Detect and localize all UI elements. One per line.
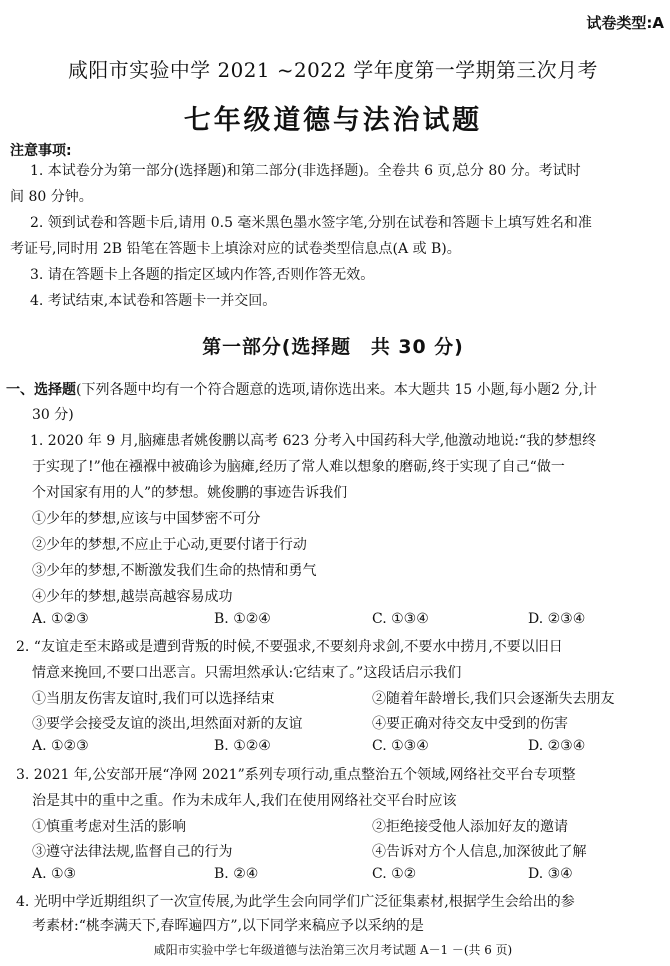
q3-stem-line: 治是其中的重中之重。作为未成年人,我们在使用网络社交平台时应该 — [32, 793, 457, 809]
q3-item: ③遵守法律法规,监督自己的行为 — [32, 844, 233, 860]
q2-item: ②随着年龄增长,我们只会逐渐失去朋友 — [372, 691, 615, 707]
q1-option-a: A. ①②③ — [32, 611, 89, 627]
q1-stem-line: 1. 2020 年 9 月,脑瘫患者姚俊鹏以高考 623 分考入中国药科大学,他激动地说:“我的梦想终 — [30, 433, 597, 449]
q1-stem-line: 于实现了!”他在襁褓中被确诊为脑瘫,经历了常人难以想象的磨砺,终于实现了自己“做一 — [32, 459, 565, 475]
q1-stem-line: 个对国家有用的人”的梦想。姚俊鹏的事迹告诉我们 — [32, 485, 348, 501]
q2-option-a: A. ①②③ — [32, 738, 89, 754]
q1-item: ①少年的梦想,应该与中国梦密不可分 — [32, 511, 261, 527]
q3-option-d: D. ③④ — [528, 866, 573, 882]
q1-item: ③少年的梦想,不断激发我们生命的热情和勇气 — [32, 563, 317, 579]
q1-option-d: D. ②③④ — [528, 611, 586, 627]
q1-item: ②少年的梦想,不应止于心动,更要付诸于行动 — [32, 537, 307, 553]
q4-stem-line: 考素材:“桃李满天下,春晖遍四方”,以下同学来稿应予以采纳的是 — [32, 918, 424, 934]
section-instruction-text: (下列各题中均有一个符合题意的选项,请你选出来。本大题共 15 小题,每小题2 分,计 — [76, 382, 597, 398]
q3-item: ④告诉对方个人信息,加深彼此了解 — [372, 844, 587, 860]
q2-stem-line: 2. “友谊走至末路或是遭到背叛的时候,不要强求,不要刻舟求剑,不要水中捞月,不要以旧日 — [16, 639, 563, 655]
notes-heading: 注意事项: — [10, 143, 72, 159]
q2-item: ①当朋友伤害友谊时,我们可以选择结束 — [32, 691, 275, 707]
exam-header: 咸阳市实验中学 2021 ~2022 学年度第一学期第三次月考 — [68, 58, 598, 82]
q3-item: ②拒绝接受他人添加好友的邀请 — [372, 819, 568, 835]
q1-option-c: C. ①③④ — [372, 611, 429, 627]
q3-option-c: C. ①② — [372, 866, 417, 882]
q2-item: ③要学会接受友谊的淡出,坦然面对新的友谊 — [32, 716, 303, 732]
q4-stem-line: 4. 光明中学近期组织了一次宣传展,为此学生会向同学们广泛征集素材,根据学生会给出的参 — [16, 894, 575, 910]
part-one-title: 第一部分(选择题 共 30 分) — [202, 336, 464, 358]
note-line: 3. 请在答题卡上各题的指定区域内作答,否则作答无效。 — [30, 267, 375, 283]
q2-stem-line: 情意来挽回,不要口出恶言。只需坦然承认:它结束了。”这段话启示我们 — [32, 665, 462, 681]
q2-option-c: C. ①③④ — [372, 738, 429, 754]
note-line: 2. 领到试卷和答题卡后,请用 0.5 毫米黑色墨水签字笔,分别在试卷和答题卡上填写姓名和准 — [30, 215, 592, 231]
note-line: 4. 考试结束,本试卷和答题卡一并交回。 — [30, 293, 277, 309]
section-instruction — [6, 378, 597, 402]
q1-option-b: B. ①②④ — [214, 611, 271, 627]
section-instruction-cont: 30 分) — [32, 407, 74, 423]
paper-type-label: 试卷类型:A — [586, 14, 664, 32]
exam-title: 七年级道德与法治试题 — [183, 105, 483, 136]
note-line: 间 80 分钟。 — [10, 189, 93, 205]
q2-option-b: B. ①②④ — [214, 738, 271, 754]
q2-option-d: D. ②③④ — [528, 738, 586, 754]
q3-option-a: A. ①③ — [32, 866, 77, 882]
q2-item: ④要正确对待交友中受到的伤害 — [372, 716, 568, 732]
note-line: 1. 本试卷分为第一部分(选择题)和第二部分(非选择题)。全卷共 6 页,总分 80 分。考试时 — [30, 163, 581, 179]
q3-option-b: B. ②④ — [214, 866, 259, 882]
q3-item: ①慎重考虑对生活的影响 — [32, 819, 186, 835]
page-footer: 咸阳市实验中学七年级道德与法治第三次月考试题 A－1 －(共 6 页) — [153, 943, 513, 957]
q3-stem-line: 3. 2021 年,公安部开展“净网 2021”系列专项行动,重点整治五个领域,网络社交平台专项整 — [16, 767, 576, 783]
note-line: 考证号,同时用 2B 铅笔在答题卡上填涂对应的试卷类型信息点(A 或 B)。 — [10, 241, 461, 257]
section-heading: 一、选择题 — [6, 382, 76, 398]
q1-item: ④少年的梦想,越崇高越容易成功 — [32, 589, 233, 605]
